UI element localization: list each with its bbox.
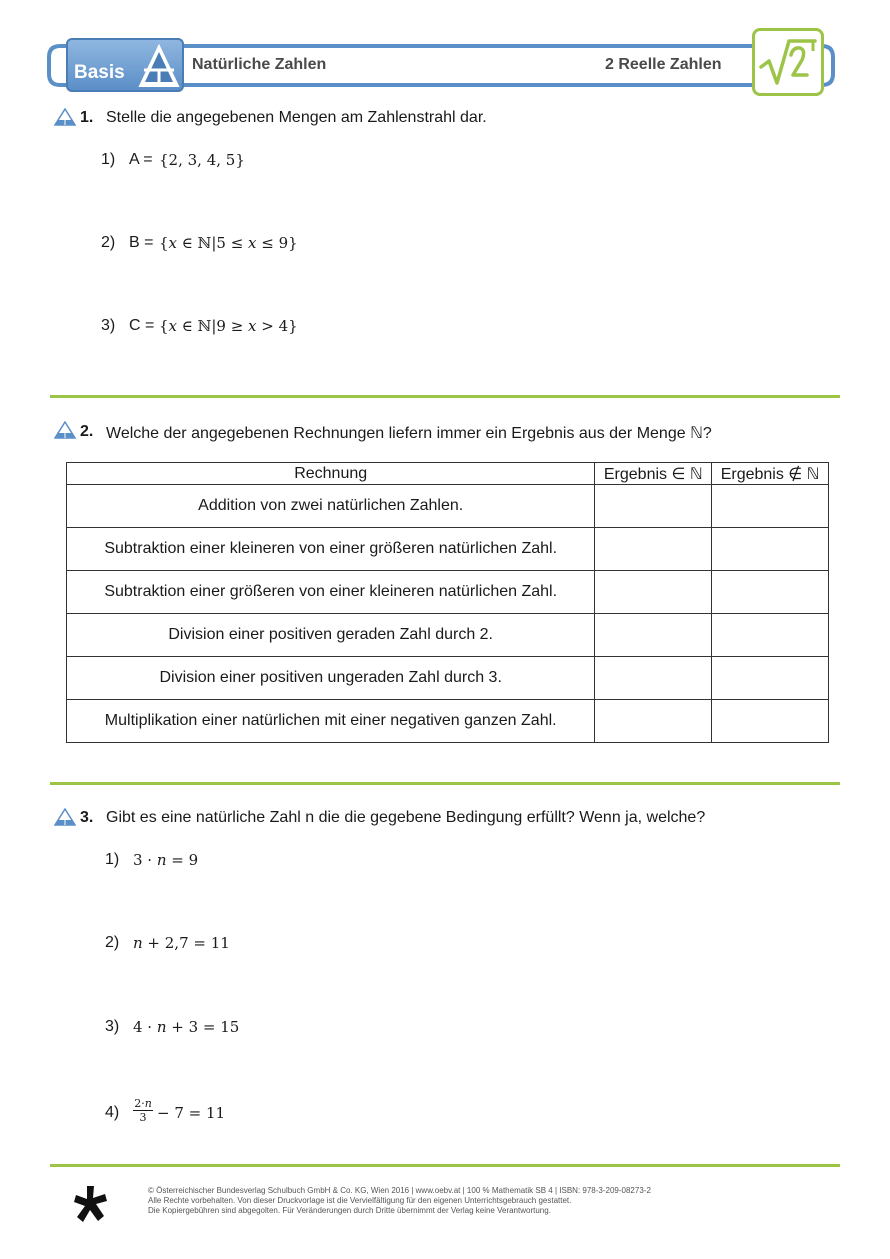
calculation-description: Division einer positiven ungeraden Zahl durch 3. [67,657,595,700]
answer-cell-in-n[interactable] [595,485,712,528]
answer-cell-in-n[interactable] [595,528,712,571]
item-number: 1) [105,851,120,868]
task-number: 2. [80,423,94,440]
fraction-numerator: 2·𝑛 [134,1097,152,1110]
answer-cell-in-n[interactable] [595,700,712,743]
calculation-description: Multiplikation einer natürlichen mit einer negativen ganzen Zahl. [67,700,595,743]
equation: 𝑛 + 2,7 = 11 [133,934,230,952]
fraction [133,1097,153,1125]
answer-cell-not-in-n[interactable] [712,528,829,571]
chapter-title: 2 Reelle Zahlen [605,56,722,73]
set-expression: {𝑥 ∈ ℕ|9 ≥ 𝑥 > 4} [159,317,298,335]
section-divider [50,395,840,398]
set-label: C = [129,317,155,334]
triangle-logo-icon [138,44,180,88]
set-label: B = [129,234,154,251]
fraction-denominator: 3 [139,1111,147,1124]
task-instruction: Gibt es eine natürliche Zahl n die die gegebene Bedingung erfüllt? Wenn ja, welche? [106,809,706,826]
item-number: 3) [101,317,116,334]
difficulty-pyramid-icon [54,808,76,826]
root-badge [752,28,824,96]
equation: − 7 = 11 [157,1104,226,1122]
item-number: 1) [101,151,116,168]
footer-copyright [148,1186,828,1216]
square-root-icon [755,31,821,93]
answer-cell-in-n[interactable] [595,657,712,700]
task-number: 1. [80,109,94,126]
column-header-rechnung: Rechnung [67,463,595,485]
equation: 4 · 𝑛 + 3 = 15 [133,1018,240,1036]
table-row [67,657,829,700]
task-number: 3. [80,809,94,826]
task-instruction: Welche der angegebenen Rechnungen liefern immer ein Ergebnis aus der Menge ℕ? [106,425,712,442]
section-divider [50,782,840,785]
item-number: 3) [105,1018,120,1035]
basis-logo [66,38,184,92]
table-row [67,528,829,571]
item-number: 2) [105,934,120,951]
table-row [67,571,829,614]
column-header-in-n: Ergebnis ∈ ℕ [595,463,712,485]
table-row [67,700,829,743]
footer-line: Die Kopiergebühren sind abgegolten. Für Veränderungen durch Dritte übernimmt der Verlag keine Verantwortung. [148,1206,551,1215]
basis-label: Basis [74,62,125,83]
difficulty-pyramid-icon [54,108,76,126]
answer-cell-not-in-n[interactable] [712,571,829,614]
table-row [67,485,829,528]
calculation-description: Division einer positiven geraden Zahl durch 2. [67,614,595,657]
calculation-description: Subtraktion einer größeren von einer kleineren natürlichen Zahl. [67,571,595,614]
publisher-logo-icon [72,1184,110,1224]
table-row [67,614,829,657]
column-header-not-in-n: Ergebnis ∉ ℕ [712,463,829,485]
answer-cell-not-in-n[interactable] [712,485,829,528]
set-expression: {2, 3, 4, 5} [159,151,245,169]
difficulty-pyramid-icon [54,421,76,439]
item-number: 4) [105,1104,120,1121]
answer-cell-not-in-n[interactable] [712,657,829,700]
calculation-description: Addition von zwei natürlichen Zahlen. [67,485,595,528]
equation: 3 · 𝑛 = 9 [133,851,199,869]
calculation-table [66,462,829,743]
answer-cell-in-n[interactable] [595,571,712,614]
footer-line: © Österreichischer Bundesverlag Schulbuch GmbH & Co. KG, Wien 2016 | www.oebv.at | 100 % Mathematik SB 4 | ISBN: 978-3-209-08273-2 [148,1186,651,1195]
set-label: A = [129,151,153,168]
section-divider [50,1164,840,1167]
table-header-row [67,463,829,485]
answer-cell-not-in-n[interactable] [712,700,829,743]
task-instruction: Stelle die angegebenen Mengen am Zahlenstrahl dar. [106,109,487,126]
answer-cell-in-n[interactable] [595,614,712,657]
calculation-description: Subtraktion einer kleineren von einer größeren natürlichen Zahl. [67,528,595,571]
set-expression: {𝑥 ∈ ℕ|5 ≤ 𝑥 ≤ 9} [159,234,298,252]
footer-line: Alle Rechte vorbehalten. Von dieser Druckvorlage ist die Vervielfältigung für den eigenen Unterrichtsgebrauch gestattet. [148,1196,572,1205]
page-title: Natürliche Zahlen [192,56,327,73]
item-number: 2) [101,234,116,251]
answer-cell-not-in-n[interactable] [712,614,829,657]
